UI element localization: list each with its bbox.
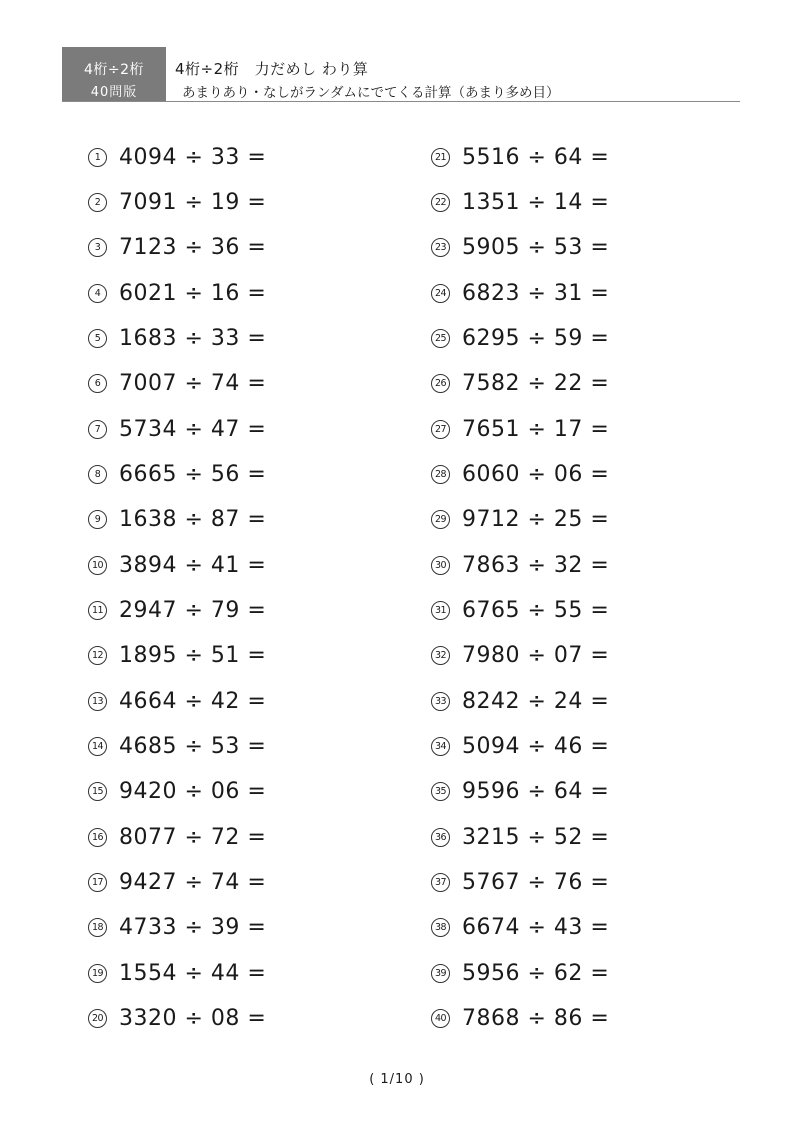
problem-expression: 5734 ÷ 47 = [119, 416, 267, 442]
problem-expression: 7091 ÷ 19 = [119, 189, 267, 215]
problem-number: 24 [431, 284, 450, 303]
problem-item [431, 142, 609, 172]
problem-number: 38 [431, 918, 450, 937]
problem-number: 40 [431, 1009, 450, 1028]
problem-item [431, 641, 609, 671]
problem-expression: 4094 ÷ 33 = [119, 144, 267, 170]
problem-item [88, 278, 266, 308]
problem-expression: 7007 ÷ 74 = [119, 371, 267, 397]
problem-expression: 6665 ÷ 56 = [119, 461, 267, 487]
problem-item [431, 686, 609, 716]
problem-expression: 8242 ÷ 24 = [462, 688, 610, 714]
problem-number: 25 [431, 329, 450, 348]
problem-item [431, 414, 609, 444]
problem-number: 18 [88, 918, 107, 937]
problem-expression: 7980 ÷ 07 = [462, 643, 610, 669]
problem-number: 15 [88, 782, 107, 801]
problem-item [88, 913, 266, 943]
problem-item [431, 868, 609, 898]
problem-expression: 3215 ÷ 52 = [462, 824, 610, 850]
problem-number: 32 [431, 646, 450, 665]
problem-number: 26 [431, 374, 450, 393]
problem-expression: 5516 ÷ 64 = [462, 144, 610, 170]
problem-expression: 2947 ÷ 79 = [119, 598, 267, 623]
problem-item [431, 459, 609, 489]
problem-item [431, 1004, 609, 1034]
problem-number: 29 [431, 510, 450, 529]
problem-number: 19 [88, 964, 107, 983]
problem-item [88, 505, 266, 535]
problem-number: 8 [88, 465, 107, 484]
problem-number: 33 [431, 692, 450, 711]
problem-expression: 4733 ÷ 39 = [119, 915, 267, 941]
problem-item [88, 187, 266, 217]
problem-expression: 7868 ÷ 86 = [462, 1006, 610, 1032]
problem-number: 17 [88, 873, 107, 892]
badge-title: 4桁÷2桁 [83, 62, 145, 78]
problem-item [88, 732, 266, 762]
problem-expression: 7582 ÷ 22 = [462, 371, 610, 397]
problem-expression: 6765 ÷ 55 = [462, 598, 610, 623]
problem-expression: 9427 ÷ 74 = [119, 870, 267, 896]
problem-expression: 7123 ÷ 36 = [119, 235, 267, 261]
problem-expression: 1895 ÷ 51 = [119, 643, 267, 669]
problem-item [88, 233, 266, 263]
problem-item [431, 278, 609, 308]
problem-expression: 1638 ÷ 87 = [119, 507, 267, 533]
problem-expression: 6823 ÷ 31 = [462, 280, 610, 306]
problem-number: 12 [88, 646, 107, 665]
problem-expression: 6021 ÷ 16 = [119, 280, 267, 306]
problem-number: 22 [431, 193, 450, 212]
problem-expression: 9596 ÷ 64 = [462, 779, 610, 805]
problem-item [88, 142, 266, 172]
problem-item [431, 822, 609, 852]
problem-number: 6 [88, 374, 107, 393]
problem-expression: 7863 ÷ 32 = [462, 552, 610, 578]
problem-number: 5 [88, 329, 107, 348]
problem-number: 36 [431, 828, 450, 847]
problem-item [431, 323, 609, 353]
problem-number: 3 [88, 238, 107, 257]
problem-number: 10 [88, 556, 107, 575]
problem-number: 39 [431, 964, 450, 983]
problem-item [88, 686, 266, 716]
badge-edition: 40問版 [90, 85, 138, 100]
problem-number: 35 [431, 782, 450, 801]
problem-expression: 4685 ÷ 53 = [119, 734, 267, 760]
problem-item [88, 596, 266, 626]
problem-number: 23 [431, 238, 450, 257]
worksheet-subtitle: あまりあり・なしがランダムにでてくる計算（あまり多め目） [182, 85, 560, 101]
problem-expression: 5094 ÷ 46 = [462, 734, 610, 760]
problem-expression: 3320 ÷ 08 = [119, 1006, 267, 1032]
problem-number: 31 [431, 601, 450, 620]
problem-number: 9 [88, 510, 107, 529]
problem-number: 11 [88, 601, 107, 620]
problem-item [431, 505, 609, 535]
problem-item [88, 958, 266, 988]
problem-number: 27 [431, 420, 450, 439]
problem-number: 34 [431, 737, 450, 756]
problem-number: 4 [88, 284, 107, 303]
problem-expression: 5767 ÷ 76 = [462, 870, 610, 896]
problem-item [88, 323, 266, 353]
problem-item [88, 1004, 266, 1034]
problem-expression: 4664 ÷ 42 = [119, 688, 267, 714]
problem-number: 20 [88, 1009, 107, 1028]
problem-number: 2 [88, 193, 107, 212]
problem-number: 14 [88, 737, 107, 756]
problem-item [431, 596, 609, 626]
worksheet-title: 4桁÷2桁 力だめし わり算 [175, 60, 369, 78]
problem-expression: 1554 ÷ 44 = [119, 960, 267, 986]
problem-expression: 9712 ÷ 25 = [462, 507, 610, 533]
problem-number: 30 [431, 556, 450, 575]
problem-item [88, 641, 266, 671]
problem-number: 28 [431, 465, 450, 484]
problem-expression: 1683 ÷ 33 = [119, 325, 267, 351]
problem-item [431, 369, 609, 399]
problem-item [88, 459, 266, 489]
problem-item [431, 550, 609, 580]
problem-item [431, 187, 609, 217]
page-indicator: ( 1/10 ) [369, 1072, 425, 1087]
problem-expression: 6060 ÷ 06 = [462, 461, 610, 487]
problem-number: 16 [88, 828, 107, 847]
problem-expression: 7651 ÷ 17 = [462, 416, 610, 442]
problem-item [88, 414, 266, 444]
problem-expression: 3894 ÷ 41 = [119, 552, 267, 578]
problem-item [88, 777, 266, 807]
problem-expression: 6674 ÷ 43 = [462, 915, 610, 941]
problem-item [88, 369, 266, 399]
problem-number: 1 [88, 148, 107, 167]
problem-item [431, 732, 609, 762]
problem-expression: 5905 ÷ 53 = [462, 235, 610, 261]
problem-item [88, 550, 266, 580]
problem-item [431, 913, 609, 943]
problem-number: 13 [88, 692, 107, 711]
problem-expression: 9420 ÷ 06 = [119, 779, 267, 805]
problem-expression: 5956 ÷ 62 = [462, 960, 610, 986]
problem-item [431, 958, 609, 988]
problem-expression: 1351 ÷ 14 = [462, 189, 610, 215]
problem-expression: 8077 ÷ 72 = [119, 824, 267, 850]
problem-number: 7 [88, 420, 107, 439]
problem-number: 21 [431, 148, 450, 167]
problem-number: 37 [431, 873, 450, 892]
problem-item [88, 868, 266, 898]
problem-expression: 6295 ÷ 59 = [462, 325, 610, 351]
problem-item [431, 233, 609, 263]
problem-item [431, 777, 609, 807]
problem-item [88, 822, 266, 852]
